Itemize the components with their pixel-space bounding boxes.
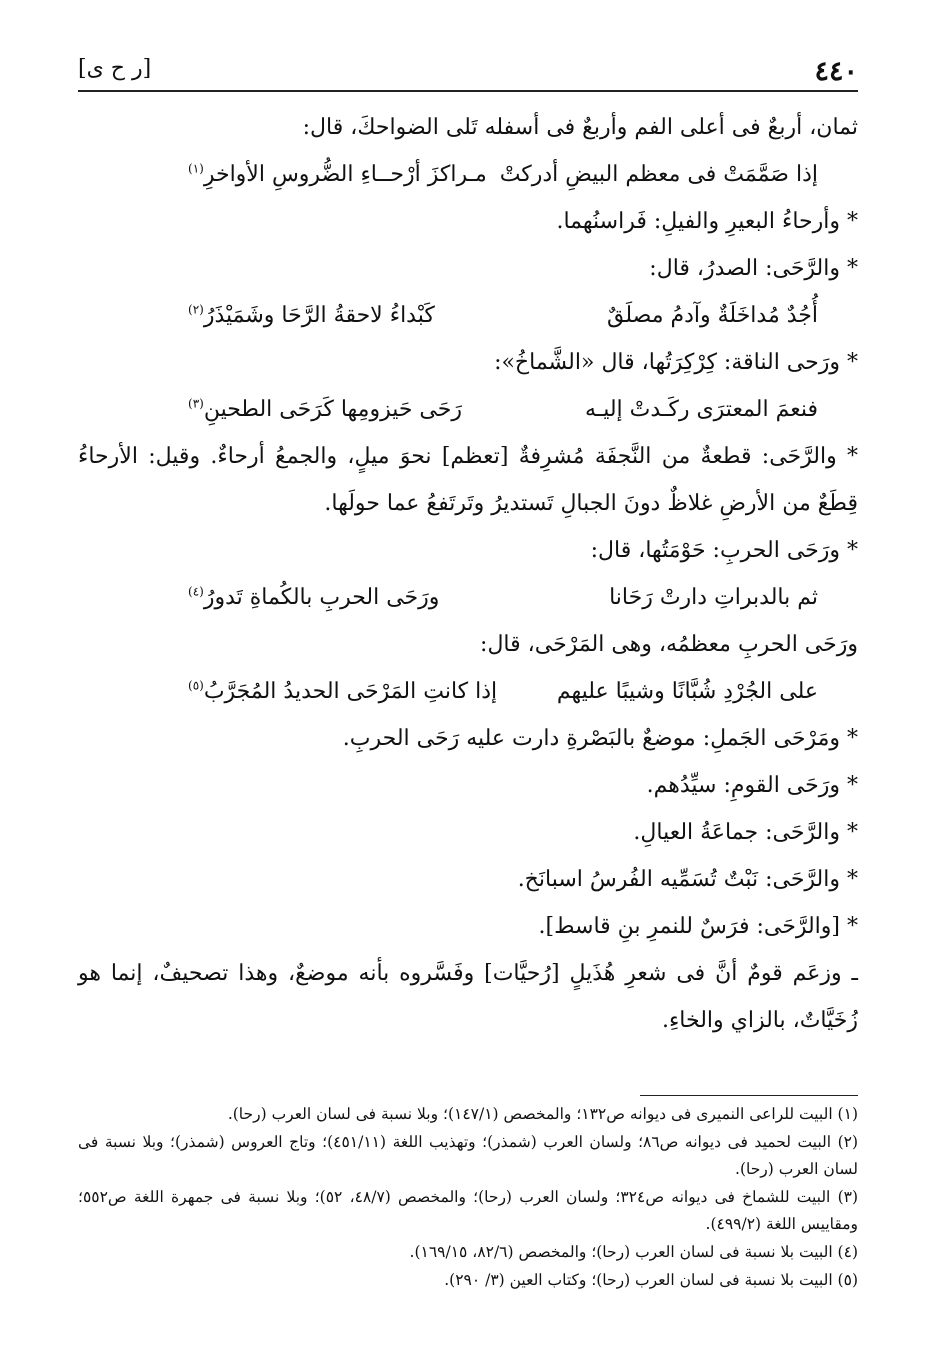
- verse-line: [78, 668, 858, 715]
- page-number: ٤٤٠: [814, 56, 858, 87]
- root-label: [ر ح ى]: [78, 56, 152, 81]
- text-line: * والرَّحَى: جماعَةُ العيالِ.: [633, 820, 858, 845]
- footnote: (٥) البيت بلا نسبة فى لسان العرب (رحا)؛ وكتاب العين (٣/ ٢٩٠).: [444, 1271, 858, 1289]
- page-header: [78, 50, 858, 90]
- footnote: (٤) البيت بلا نسبة فى لسان العرب (رحا)؛ والمخصص (٨٢/٦، ١٦٩/١٥).: [409, 1243, 858, 1261]
- text-line: ثمان، أربعٌ فى أعلى الفم وأربعٌ فى أسفله تَلى الضواحكَ، قال:: [302, 115, 858, 140]
- text-line: * ورَحَى الحربِ: حَوْمَتُها، قال:: [590, 538, 858, 563]
- footnote-marker: (١): [188, 161, 204, 176]
- footnote-marker: (٥): [188, 678, 204, 693]
- footnote: (٣) البيت للشماخ فى ديوانه ص٣٢٤؛ ولسان العرب (رحا)؛ والمخصص (٤٨/٧، ٥٢)؛ وبلا نسبة فى جمهرة اللغة ص٥٥٢؛ ومقاييس اللغة (٤٩٩/٢).: [78, 1188, 859, 1233]
- footnote: (٢) البيت لحميد فى ديوانه ص٨٦؛ ولسان العرب (شمذر)؛ وتهذيب اللغة (٤٥١/١١)؛ وتاج العروس (شمذر)؛ وبلا نسبة فى لسان العرب (رحا).: [78, 1133, 859, 1178]
- text-line: * والرَّحَى: نَبْتٌ تُسَمِّيه الفُرسُ اسبانَخ.: [517, 867, 858, 892]
- verse-first-hemistich: على الجُرْدِ شُبَّانًا وشيبًا عليهم: [556, 679, 818, 704]
- text-line: * ورَحَى القومِ: سيِّدُهم.: [646, 773, 858, 798]
- footnote-rule: [640, 1095, 858, 1096]
- verse-second-hemistich: كَبْداءُ لاحقةُ الرَّحَا وشَمَيْذَرُ$^{(٢)}$: [188, 302, 435, 328]
- verse-line: [78, 151, 858, 198]
- main-text: [78, 104, 858, 1044]
- text-paragraph: * والرَّحَى: قطعةٌ من النَّجفَة مُشرِفةٌ [تعظم] نحوَ ميلٍ، والجمعُ أرحاءٌ. وقيل: الأرحاءُ قِطَعٌ من الأرضِ غلاظٌ دونَ الجبالِ تَستديرُ وتَرتَفعُ عما حولَها.: [78, 444, 858, 516]
- verse-second-hemistich: رَحَى حَيزومِها كَرَحَى الطحينِ$^{(٣)}$: [188, 396, 462, 422]
- text-line: ورَحَى الحربِ معظمُه، وهى المَرْحَى، قال:: [480, 632, 858, 657]
- text-paragraph: ـ وزعَم قومٌ أنَّ فى شعرِ هُذَيلٍ [رُحيَّات] وفَسَّروه بأنه موضعٌ، وهذا تصحيفٌ، إنما هو زُخَيَّاتٌ، بالزاي والخاءِ.: [78, 961, 858, 1033]
- verse-line: [78, 574, 858, 621]
- verse-second-hemistich: ورَحَى الحربِ بالكُماةِ تَدورُ$^{(٤)}$: [188, 584, 440, 610]
- verse-first-hemistich: ثم بالدبراتِ دارتْ رَحَانا: [609, 585, 818, 610]
- text-line: * ورَحى الناقة: كِرْكِرَتُها، قال «الشَّماخُ»:: [494, 350, 858, 375]
- header-rule: [78, 90, 858, 92]
- verse-line: [78, 292, 858, 339]
- text-line: * [والرَّحَى: فرَسٌ للنمرِ بنِ قاسط].: [538, 914, 858, 939]
- footnote-marker: (٤): [188, 584, 204, 599]
- text-line: * ومَرْحَى الجَملِ: موضعٌ بالبَصْرةِ دارت عليه رَحَى الحربِ.: [342, 726, 858, 751]
- footnote-marker: (٢): [188, 302, 204, 317]
- verse-first-hemistich: أُجُدٌ مُداخَلَةٌ وآدمُ مصلَقٌ: [606, 303, 818, 328]
- footnote: (١) البيت للراعى النميرى فى ديوانه ص١٣٢؛ والمخصص (١٤٧/١)؛ وبلا نسبة فى لسان العرب (رحا).: [227, 1105, 858, 1123]
- text-line: * وأرحاءُ البعيرِ والفيلِ: فَراسنُهما.: [556, 209, 858, 234]
- verse-first-hemistich: فنعمَ المعترَى ركَـدتْ إليـه: [584, 397, 818, 422]
- verse-second-hemistich: إذا كانتِ المَرْحَى الحديدُ المُجَرَّبُ$^{(٥)}$: [188, 678, 498, 704]
- verse-first-hemistich: إذا صَمَّمَتْ فى معظم البيضِ أدركتْ: [499, 162, 818, 187]
- footnotes: [78, 1101, 858, 1295]
- verse-line: [78, 386, 858, 433]
- text-line: * والرَّحَى: الصدرُ، قال:: [649, 256, 858, 281]
- verse-second-hemistich: مـراكزَ أرْحــاءِ الضُّروسِ الأواخرِ$^{(١)}$: [188, 161, 487, 187]
- footnote-marker: (٣): [188, 396, 204, 411]
